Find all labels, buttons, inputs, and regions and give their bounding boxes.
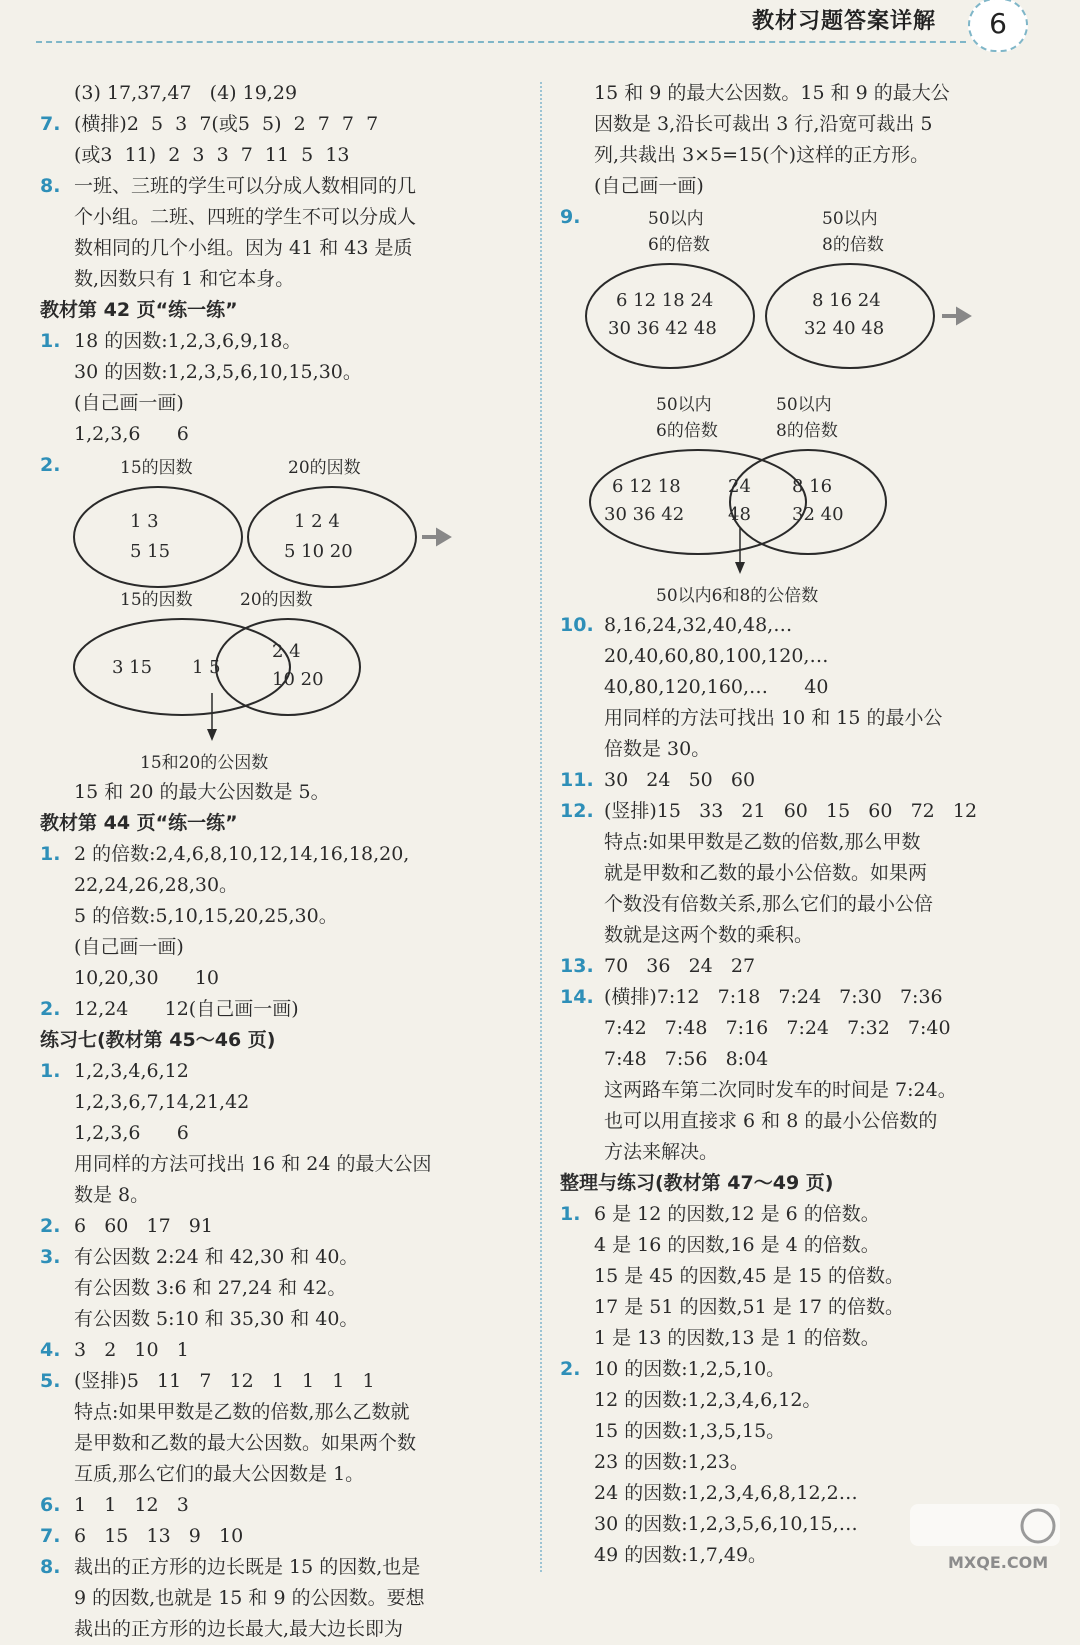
venn-label: 15的因数: [120, 458, 193, 478]
answer-line: 特点:如果甲数是乙数的倍数,那么甲数: [604, 831, 921, 853]
answer-line: (自己画一画): [594, 175, 704, 197]
venn-label: 15的因数: [120, 590, 193, 610]
answer-line: 倍数是 30。: [604, 738, 711, 760]
answer-1: 1. 18 的因数:1,2,3,6,9,18。: [40, 330, 302, 352]
venn-values: 1 3: [130, 511, 159, 532]
answer-line: 个小组。二班、四班的学生不可以分成人: [74, 206, 417, 228]
answer-line: 列,共裁出 3×5=15(个)这样的正方形。: [594, 144, 930, 166]
answer-line: 7:48 7:56 8:04: [604, 1048, 769, 1070]
section-heading: 整理与练习(教材第 47～49 页): [560, 1172, 834, 1194]
answer-line: 1,2,3,6 6: [74, 423, 189, 445]
venn-values: 1 2 4: [294, 511, 340, 532]
answer-line: 裁出的正方形的边长最大,最大边长即为: [74, 1618, 404, 1640]
venn-values: 8 16: [792, 476, 833, 497]
answer-line: 是甲数和乙数的最大公因数。如果两个数: [74, 1432, 417, 1454]
answer-9: 9.: [560, 206, 581, 228]
answer-line: 30 的因数:1,2,3,5,6,10,15,…: [594, 1513, 858, 1535]
answer-line: 方法来解决。: [604, 1141, 719, 1163]
venn-values: 5 10 20: [284, 541, 353, 562]
answer-12: 12. (竖排)15 33 21 60 15 60 72 12: [560, 800, 978, 822]
answer-2: 2. 10 的因数:1,2,5,10。: [560, 1358, 786, 1380]
venn-label: 6的倍数: [648, 235, 710, 255]
answer-line: 5 的倍数:5,10,15,20,25,30。: [74, 905, 338, 927]
answer-2: 2. 6 60 17 91: [40, 1215, 213, 1237]
answer-line: 用同样的方法可找出 10 和 15 的最小公: [604, 707, 943, 729]
venn-values: 30 36 42 48: [608, 318, 717, 339]
answer-line: 15 和 9 的最大公因数。15 和 9 的最大公: [594, 82, 950, 104]
column-divider: [540, 82, 542, 1572]
venn-caption: 50以内6和8的公倍数: [656, 586, 819, 606]
venn-values: 30 36 42: [604, 504, 685, 525]
answer-line: (或3 11) 2 3 3 7 11 5 13: [74, 144, 350, 166]
header-divider: [36, 41, 966, 43]
venn-label: 50以内: [648, 209, 704, 229]
venn-label: 8的倍数: [776, 421, 838, 441]
answer-line: 17 是 51 的因数,51 是 17 的倍数。: [594, 1296, 904, 1318]
venn-label: 50以内: [656, 395, 712, 415]
arrow-right-icon: [422, 531, 448, 543]
answer-line: 1,2,3,6,7,14,21,42: [74, 1091, 250, 1113]
arrowhead: [735, 562, 745, 574]
venn-values: 2 4: [272, 641, 301, 662]
venn-values: 3 15: [112, 657, 153, 678]
venn-values: 32 40 48: [804, 318, 885, 339]
venn-circle: [586, 264, 754, 368]
venn-circle: [766, 264, 934, 368]
answer-3: 3. 有公因数 2:24 和 42,30 和 40。: [40, 1246, 359, 1268]
venn-values: 5 15: [130, 541, 171, 562]
answer-line: 有公因数 5:10 和 35,30 和 40。: [74, 1308, 359, 1330]
left-column: [40, 78, 530, 1645]
answer-6: 6. 1 1 12 3: [40, 1494, 189, 1516]
venn-common-values: 48: [728, 504, 751, 525]
arrow-right-icon: [942, 310, 968, 322]
answer-7: 7. 6 15 13 9 10: [40, 1525, 244, 1547]
answer-line: 数就是这两个数的乘积。: [604, 924, 814, 946]
answer-line: 个数没有倍数关系,那么它们的最小公倍: [604, 893, 934, 915]
answer-10: 10. 8,16,24,32,40,48,…: [560, 614, 793, 636]
answer-14: 14. (横排)7:12 7:18 7:24 7:30 7:36: [560, 986, 943, 1008]
answer-line: 10,20,30 10: [74, 967, 220, 989]
arrowhead: [207, 729, 217, 741]
answer-line: 特点:如果甲数是乙数的倍数,那么乙数就: [74, 1401, 410, 1423]
answer-line: 数是 8。: [74, 1184, 150, 1206]
venn-values: 10 20: [272, 669, 324, 690]
venn-diagram-multiples: [560, 202, 1050, 582]
answer-1: 1. 6 是 12 的因数,12 是 6 的倍数。: [560, 1203, 880, 1225]
answer-line: 4 是 16 的因数,16 是 4 的倍数。: [594, 1234, 880, 1256]
venn-circle: [216, 619, 360, 715]
right-column: [560, 78, 1050, 1571]
answer-line: (3) 17,37,47 (4) 19,29: [74, 82, 298, 104]
venn-circle: [74, 487, 242, 587]
answer-line: (自己画一画): [74, 392, 184, 414]
venn-caption: 15和20的公因数: [140, 753, 269, 773]
answer-line: 23 的因数:1,23。: [594, 1451, 749, 1473]
answer-1: 1. 2 的倍数:2,4,6,8,10,12,14,16,18,20,: [40, 843, 410, 865]
answer-line: 有公因数 3:6 和 27,24 和 42。: [74, 1277, 347, 1299]
venn-label: 20的因数: [288, 458, 361, 478]
section-heading: 教材第 42 页“练一练”: [40, 299, 238, 321]
venn-common-values: 24: [728, 476, 751, 497]
answer-line: 也可以用直接求 6 和 8 的最小公倍数的: [604, 1110, 938, 1132]
answer-11: 11. 30 24 50 60: [560, 769, 756, 791]
answer-13: 13. 70 36 24 27: [560, 955, 756, 977]
answer-1: 1. 1,2,3,4,6,12: [40, 1060, 189, 1082]
venn-label: 6的倍数: [656, 421, 718, 441]
answer-line: 用同样的方法可找出 16 和 24 的最大公因: [74, 1153, 432, 1175]
venn-circle: [248, 487, 416, 587]
answer-line: 7:42 7:48 7:16 7:24 7:32 7:40: [604, 1017, 951, 1039]
answer-line: 12 的因数:1,2,3,4,6,12。: [594, 1389, 822, 1411]
answer-5: 5. (竖排)5 11 7 12 1 1 1 1: [40, 1370, 375, 1392]
answer-7: 7. (横排)2 5 3 7(或5 5) 2 7 7 7: [40, 113, 379, 135]
answer-line: 9 的因数,也就是 15 和 9 的公因数。要想: [74, 1587, 425, 1609]
page-number: 6: [968, 0, 1028, 52]
answer-line: 这两路车第二次同时发车的时间是 7:24。: [604, 1079, 957, 1101]
answer-line: 因数是 3,沿长可裁出 3 行,沿宽可裁出 5: [594, 113, 933, 135]
venn-common-values: 1 5: [192, 657, 221, 678]
venn-values: 6 12 18: [612, 476, 681, 497]
answer-line: 30 的因数:1,2,3,5,6,10,15,30。: [74, 361, 362, 383]
answer-line: (自己画一画): [74, 936, 184, 958]
answer-line: 15 和 20 的最大公因数是 5。: [74, 781, 330, 803]
answer-4: 4. 3 2 10 1: [40, 1339, 189, 1361]
answer-line: 15 是 45 的因数,45 是 15 的倍数。: [594, 1265, 904, 1287]
venn-circle: [730, 450, 886, 554]
answer-line: 1,2,3,6 6: [74, 1122, 189, 1144]
watermark-logo: [870, 1500, 1070, 1572]
answer-8: 8. 一班、三班的学生可以分成人数相同的几: [40, 175, 417, 197]
venn-values: 8 16 24: [812, 290, 881, 311]
venn-label: 50以内: [822, 209, 878, 229]
venn-values: 32 40: [792, 504, 844, 525]
venn-diagram-factors: [40, 445, 530, 749]
answer-line: 40,80,120,160,… 40: [604, 676, 829, 698]
venn-circle: [74, 619, 290, 715]
answer-line: 互质,那么它们的最大公因数是 1。: [74, 1463, 365, 1485]
answer-line: 49 的因数:1,7,49。: [594, 1544, 768, 1566]
answer-line: 20,40,60,80,100,120,…: [604, 645, 829, 667]
venn-label: 8的倍数: [822, 235, 884, 255]
section-heading: 练习七(教材第 45～46 页): [40, 1029, 276, 1051]
watermark-text: MXQE.COM: [948, 1553, 1049, 1572]
answer-line: 数,因数只有 1 和它本身。: [74, 268, 295, 290]
answer-line: 15 的因数:1,3,5,15。: [594, 1420, 786, 1442]
answer-2: 2.: [40, 454, 61, 476]
header-title: 教材习题答案详解: [752, 9, 937, 34]
venn-label: 20的因数: [240, 590, 313, 610]
venn-label: 50以内: [776, 395, 832, 415]
answer-line: 就是甲数和乙数的最小公倍数。如果两: [604, 862, 928, 884]
answer-line: 24 的因数:1,2,3,4,6,8,12,2…: [594, 1482, 858, 1504]
answer-line: 1 是 13 的因数,13 是 1 的倍数。: [594, 1327, 880, 1349]
venn-circle: [590, 450, 806, 554]
page-header: [0, 0, 1080, 50]
answer-line: 数相同的几个小组。因为 41 和 43 是质: [74, 237, 413, 259]
answer-2: 2. 12,24 12(自己画一画): [40, 998, 299, 1020]
answer-line: 22,24,26,28,30。: [74, 874, 239, 896]
venn-values: 6 12 18 24: [616, 290, 714, 311]
answer-8: 8. 裁出的正方形的边长既是 15 的因数,也是: [40, 1556, 421, 1578]
section-heading: 教材第 44 页“练一练”: [40, 812, 238, 834]
